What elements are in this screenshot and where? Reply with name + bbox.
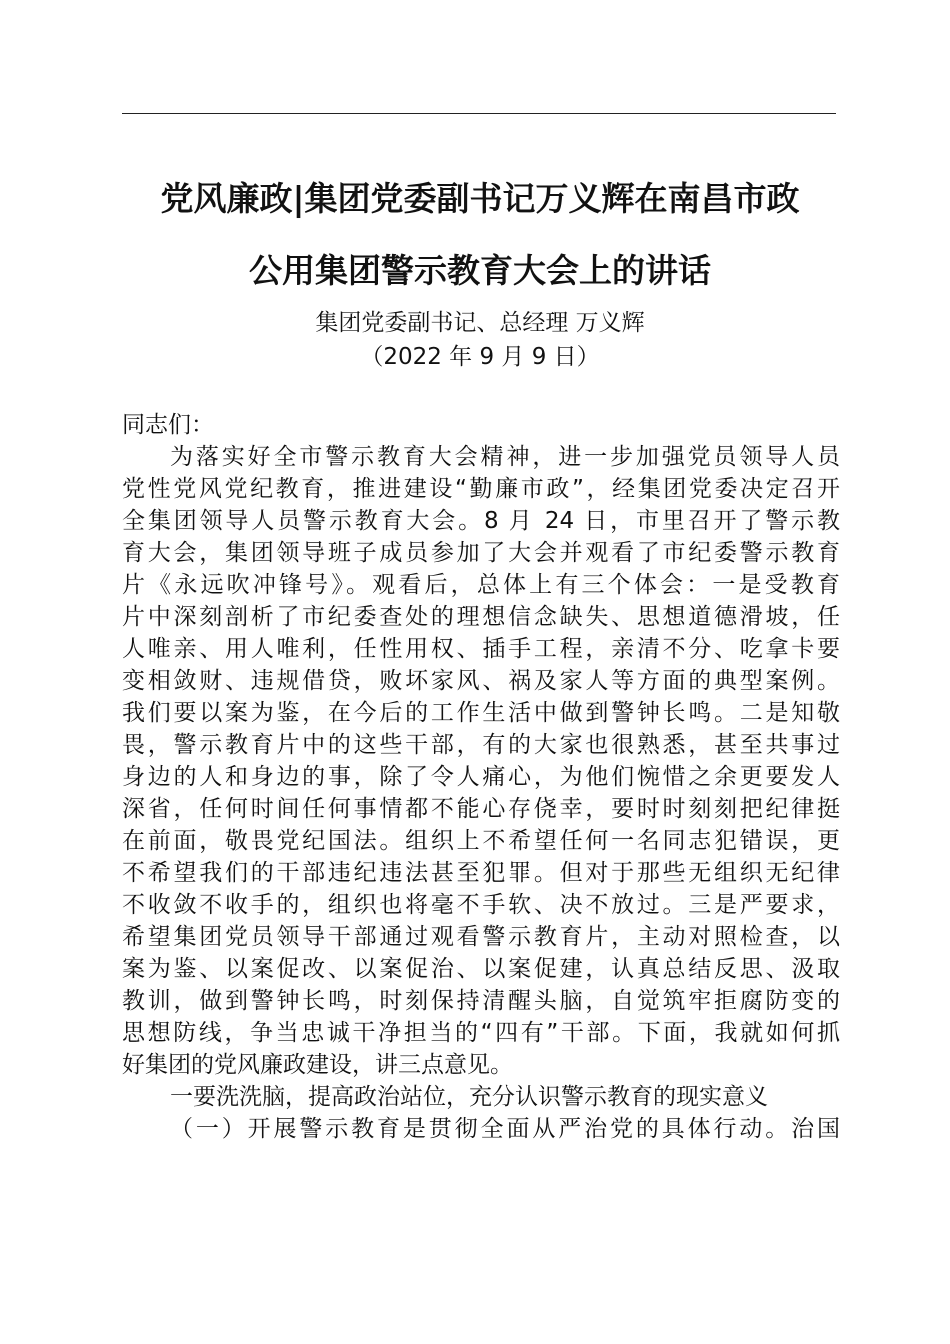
document-body [122,409,840,1145]
body-line: 人唯亲、用人唯利，任性用权、插手工程，亲清不分、吃拿卡要 [122,636,840,662]
body-line: 不收敛不收手的，组织也将毫不手软、决不放过。三是严要求， [122,892,840,918]
document-title-line-1: 党风廉政|集团党委副书记万义辉在南昌市政 [160,179,800,218]
body-line: 全集团领导人员警示教育大会。8 月 24 日，市里召开了警示教 [122,508,840,534]
header-rule [122,113,836,114]
body-line: 不希望我们的干部违纪违法甚至犯罪。但对于那些无组织无纪律 [122,860,840,886]
subsection-heading: （一）开展警示教育是贯彻全面从严治党的具体行动。治国 [170,1116,840,1142]
body-line: 片《永远吹冲锋号》。观看后，总体上有三个体会：一是受教育 [122,572,840,598]
body-line: 教训，做到警钟长鸣，时刻保持清醒头脑，自觉筑牢拒腐防变的 [122,988,840,1014]
body-line: 在前面，敬畏党纪国法。组织上不希望任何一名同志犯错误，更 [122,828,840,854]
body-line: 片中深刻剖析了市纪委查处的理想信念缺失、思想道德滑坡，任 [122,604,840,630]
body-line: 党性党风党纪教育，推进建设“勤廉市政”，经集团党委决定召开 [122,476,840,502]
body-line: 育大会，集团领导班子成员参加了大会并观看了市纪委警示教育 [122,540,840,566]
body-line: 为落实好全市警示教育大会精神，进一步加强党员领导人员 [170,444,840,470]
body-line: 希望集团党员领导干部通过观看警示教育片，主动对照检查，以 [122,924,840,950]
document-title-line-2: 公用集团警示教育大会上的讲话 [249,251,711,290]
salutation: 同志们： [122,412,214,438]
author-line: 集团党委副书记、总经理 万义辉 [315,310,645,336]
body-line: 畏，警示教育片中的这些干部，有的大家也很熟悉，甚至共事过 [122,732,840,758]
body-line: 好集团的党风廉政建设，讲三点意见。 [122,1052,513,1078]
body-line: 思想防线，争当忠诚干净担当的“四有”干部。下面，我就如何抓 [122,1020,840,1046]
body-line: 我们要以案为鉴，在今后的工作生活中做到警钟长鸣。二是知敬 [122,700,840,726]
date-line: （2022 年 9 月 9 日） [360,344,600,370]
body-line: 变相敛财、违规借贷，败坏家风、祸及家人等方面的典型案例。 [122,668,840,694]
body-line: 案为鉴、以案促改、以案促治、以案促建，认真总结反思、汲取 [122,956,840,982]
body-line: 深省，任何时间任何事情都不能心存侥幸，要时时刻刻把纪律挺 [122,796,840,822]
section-heading: 一要洗洗脑，提高政治站位，充分认识警示教育的现实意义 [170,1084,768,1110]
body-line: 身边的人和身边的事，除了令人痛心，为他们惋惜之余更要发人 [122,764,840,790]
